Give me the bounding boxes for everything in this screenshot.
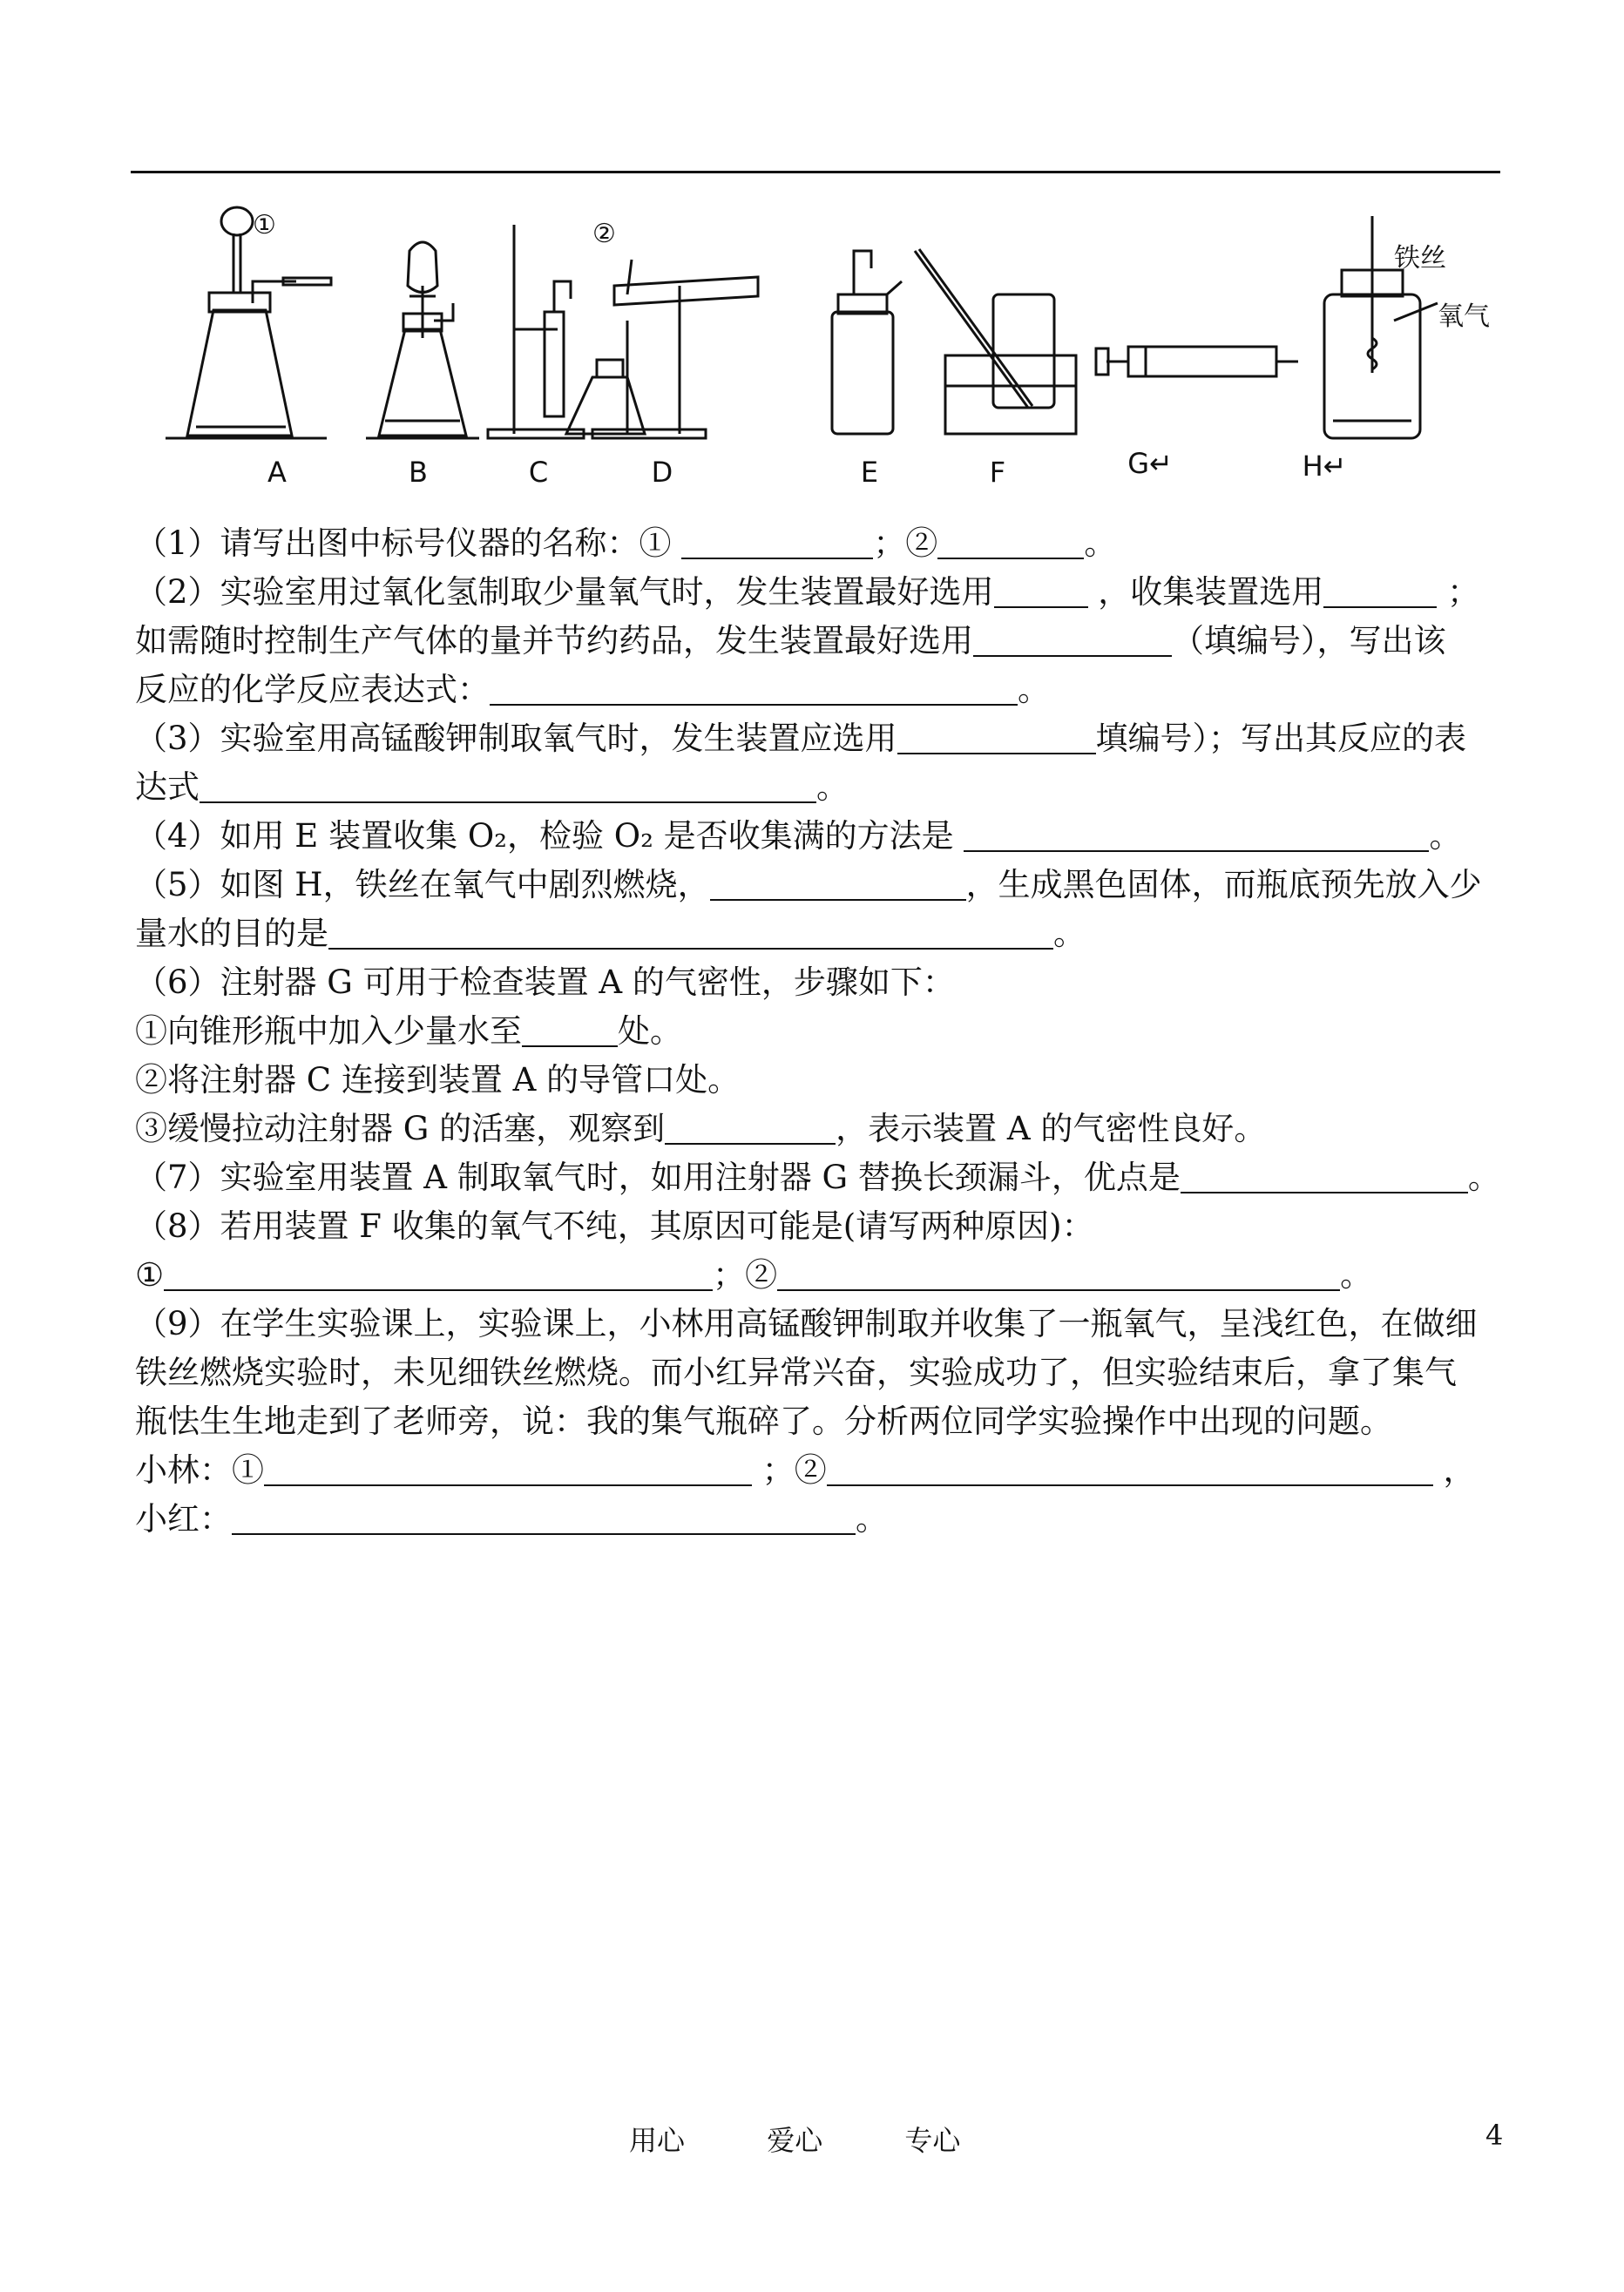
question-line [135,763,1512,812]
question-text: ；② [752,1451,827,1489]
apparatus-d [566,260,758,438]
answer-blank[interactable] [973,620,1172,657]
question-line [135,519,1512,568]
question-text: （2）实验室用过氧化氢制取少量氧气时，发生装置最好选用 [135,573,994,611]
question-line [135,714,1512,763]
question-text: （6）注射器 G 可用于检查装置 A 的气密性，步骤如下： [135,963,955,1001]
footer-motto [629,2119,1033,2159]
question-line [135,1495,1512,1544]
question-line [135,909,1512,958]
question-text: 。 [1467,1159,1500,1196]
question-text: 。 [816,768,849,806]
answer-blank[interactable] [777,1254,1340,1291]
answer-blank[interactable] [964,815,1429,852]
apparatus-f [915,249,1076,434]
question-text: ①向锥形瓶中加入少量水至 [135,1012,522,1050]
label-f: F [989,456,1006,489]
question-text: 量水的目的是 [135,915,328,952]
header-rule [131,171,1500,173]
question-text: （7）实验室用装置 A 制取氧气时，如用注射器 G 替换长颈漏斗，优点是 [135,1159,1181,1196]
question-line [135,861,1512,909]
footer-word: 爱心 [767,2124,823,2157]
question-text: ， [1432,1451,1476,1489]
question-line [135,812,1512,861]
answer-blank[interactable] [897,718,1096,754]
question-line [135,1056,1512,1105]
question-text: 。 [856,1500,888,1538]
tie-label: 铁丝 [1394,243,1446,274]
apparatus-figure [157,199,1499,495]
apparatus-g [1096,347,1298,376]
question-line [135,1153,1512,1202]
label-b: B [409,456,428,489]
question-text: ① [135,1256,165,1294]
answer-blank[interactable] [490,669,1018,706]
label-h: H↵ [1302,450,1347,483]
question-text: 。 [1340,1256,1373,1294]
question-text: ； [1437,573,1480,611]
question-text: （9）在学生实验课上，实验课上，小林用高锰酸钾制取并收集了一瓶氧气，呈浅红色，在做细 [135,1305,1478,1342]
question-line [135,568,1512,617]
question-text: ；② [713,1256,778,1294]
question-text: ，表示装置 A 的气密性良好。 [836,1110,1267,1147]
answer-blank[interactable] [994,571,1088,608]
question-text: 小林：① [135,1451,264,1489]
label-d: D [651,456,673,489]
answer-blank[interactable] [264,1450,752,1486]
question-line [135,1349,1512,1397]
answer-blank[interactable] [681,523,873,559]
question-text: （8）若用装置 F 收集的氧气不纯，其原因可能是(请写两种原因)： [135,1207,1094,1245]
apparatus-e [832,251,902,434]
marker-1: ① [253,210,276,240]
answer-blank[interactable] [328,913,1053,950]
footer-word: 用心 [629,2124,686,2157]
question-text: ，生成黑色固体，而瓶底预先放入少 [965,866,1482,903]
apparatus-a [166,207,331,438]
question-line [135,1007,1512,1056]
question-line [135,617,1512,666]
answer-blank[interactable] [665,1108,836,1145]
question-line [135,1251,1512,1300]
question-text: ②将注射器 C 连接到装置 A 的导管口处。 [135,1061,741,1099]
question-text: 。 [1053,915,1086,952]
label-g: G↵ [1127,447,1173,480]
answer-blank[interactable] [1323,571,1437,608]
question-line [135,1105,1512,1153]
answer-blank[interactable] [1181,1157,1468,1193]
question-text: 处。 [618,1012,682,1050]
label-c: C [528,456,549,489]
question-text: 如需随时控制生产气体的量并节约药品，发生装置最好选用 [135,622,973,659]
question-text: 。 [1018,671,1050,708]
question-text: ，收集装置选用 [1087,573,1324,611]
apparatus-c [488,225,584,438]
question-text: 达式 [135,768,200,806]
question-text: 瓶怯生生地走到了老师旁，说：我的集气瓶碎了。分析两位同学实验操作中出现的问题。 [135,1403,1392,1440]
answer-blank[interactable] [522,1011,618,1047]
question-text: 小红： [135,1500,232,1538]
question-text: （1）请写出图中标号仪器的名称：① [135,524,682,562]
question-line [135,958,1512,1007]
question-text: （4）如用 E 装置收集 O₂，检验 O₂ 是否收集满的方法是 [135,817,964,855]
question-text: 铁丝燃烧实验时，未见细铁丝燃烧。而小红异常兴奋，实验成功了，但实验结束后，拿了集气 [135,1354,1457,1391]
answer-blank[interactable] [232,1498,856,1535]
question-line [135,1300,1512,1349]
answer-blank[interactable] [200,767,816,803]
question-text: ；② [873,524,938,562]
footer-word: 专心 [904,2124,961,2157]
question-text: （3）实验室用高锰酸钾制取氧气时，发生装置应选用 [135,720,897,757]
apparatus-b [366,242,479,438]
answer-blank[interactable] [164,1254,713,1291]
label-e: E [860,456,879,489]
oxygen-label: 氧气 [1438,301,1490,332]
answer-blank[interactable] [710,864,966,901]
question-text: （5）如图 H，铁丝在氧气中剧烈燃烧， [135,866,710,903]
apparatus-illustrations [157,199,1499,495]
page-number: 4 [1485,2119,1504,2152]
marker-2: ② [592,219,616,249]
question-body [135,519,1512,1544]
label-a: A [267,456,287,489]
question-line [135,666,1512,714]
question-text: 。 [1429,817,1462,855]
question-line [135,1202,1512,1251]
question-text: 。 [1084,524,1117,562]
answer-blank[interactable] [937,523,1084,559]
question-text: 反应的化学反应表达式： [135,671,490,708]
question-text: ③缓慢拉动注射器 G 的活塞，观察到 [135,1110,666,1147]
question-text: （填编号），写出该 [1172,622,1446,659]
question-text: 填编号）；写出其反应的表 [1095,720,1467,757]
question-line [135,1397,1512,1446]
answer-blank[interactable] [827,1450,1433,1486]
question-line [135,1446,1512,1495]
